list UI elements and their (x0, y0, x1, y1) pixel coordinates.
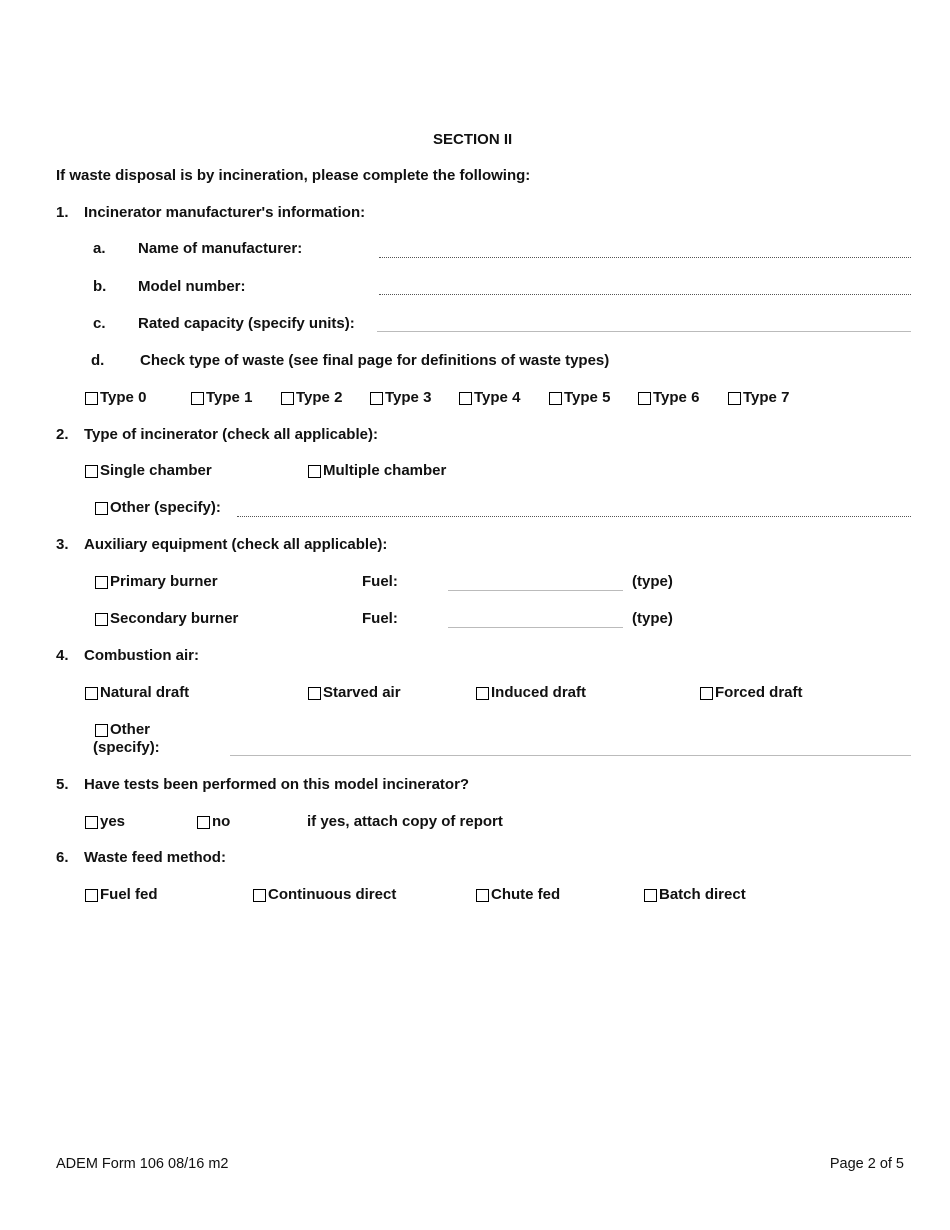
chute-fed-label: Chute fed (491, 886, 561, 903)
checkbox-type-5[interactable] (549, 389, 610, 407)
secondary-burner-label: Secondary burner (110, 610, 239, 627)
checkbox-icon[interactable] (85, 889, 98, 902)
checkbox-natural-draft[interactable] (85, 684, 189, 702)
checkbox-icon[interactable] (85, 687, 98, 700)
q1a-letter: a. (93, 240, 106, 257)
type-4-label: Type 4 (474, 389, 521, 406)
checkbox-type-4[interactable] (459, 389, 520, 407)
q5-number: 5. (56, 776, 69, 793)
checkbox-type-1[interactable] (191, 389, 252, 407)
checkbox-icon[interactable] (95, 502, 108, 515)
rated-capacity-label: Rated capacity (specify units): (138, 315, 355, 332)
checkbox-type-0[interactable] (85, 389, 146, 407)
checkbox-icon[interactable] (308, 465, 321, 478)
checkbox-icon[interactable] (700, 687, 713, 700)
continuous-direct-label: Continuous direct (268, 886, 397, 903)
q1d-letter: d. (91, 352, 105, 369)
checkbox-icon[interactable] (370, 392, 383, 405)
checkbox-icon[interactable] (95, 613, 108, 626)
induced-draft-label: Induced draft (491, 684, 587, 701)
q1-label: Incinerator manufacturer's information: (84, 204, 366, 221)
fuel-fed-label: Fuel fed (100, 886, 158, 903)
secondary-fuel-field[interactable] (448, 627, 623, 628)
q6-label: Waste feed method: (84, 849, 226, 866)
single-chamber-label: Single chamber (100, 462, 212, 479)
primary-fuel-label: Fuel: (362, 573, 398, 590)
secondary-type-label: (type) (632, 610, 673, 627)
q2-label: Type of incinerator (check all applicable): (84, 426, 378, 443)
checkbox-icon[interactable] (197, 816, 210, 829)
checkbox-icon[interactable] (728, 392, 741, 405)
checkbox-type-6[interactable] (638, 389, 699, 407)
multiple-chamber-label: Multiple chamber (323, 462, 447, 479)
q3-number: 3. (56, 536, 69, 553)
checkbox-secondary-burner[interactable] (95, 610, 238, 628)
type-1-label: Type 1 (206, 389, 253, 406)
yes-label: yes (100, 813, 126, 830)
checkbox-icon[interactable] (95, 724, 108, 737)
checkbox-icon[interactable] (644, 889, 657, 902)
checkbox-continuous-direct[interactable] (253, 886, 396, 904)
incinerator-other-label: Other (specify): (110, 499, 221, 516)
checkbox-icon[interactable] (459, 392, 472, 405)
checkbox-single-chamber[interactable] (85, 462, 212, 480)
q2-number: 2. (56, 426, 69, 443)
report-note: if yes, attach copy of report (307, 813, 503, 830)
checkbox-icon[interactable] (638, 392, 651, 405)
type-2-label: Type 2 (296, 389, 343, 406)
checkbox-icon[interactable] (95, 576, 108, 589)
checkbox-multiple-chamber[interactable] (308, 462, 446, 480)
type-6-label: Type 6 (653, 389, 700, 406)
q6-number: 6. (56, 849, 69, 866)
manufacturer-field[interactable] (379, 257, 911, 258)
checkbox-icon[interactable] (253, 889, 266, 902)
q1b-letter: b. (93, 278, 107, 295)
forced-draft-label: Forced draft (715, 684, 803, 701)
q5-label: Have tests been performed on this model incinerator? (84, 776, 470, 793)
type-0-label: Type 0 (100, 389, 147, 406)
primary-burner-label: Primary burner (110, 573, 218, 590)
secondary-fuel-label: Fuel: (362, 610, 398, 627)
air-other-field[interactable] (230, 755, 911, 756)
checkbox-icon[interactable] (85, 465, 98, 478)
checkbox-incinerator-other[interactable] (95, 499, 221, 517)
checkbox-type-2[interactable] (281, 389, 342, 407)
checkbox-icon[interactable] (308, 687, 321, 700)
checkbox-icon[interactable] (191, 392, 204, 405)
rated-capacity-field[interactable] (377, 331, 911, 332)
type-3-label: Type 3 (385, 389, 432, 406)
primary-type-label: (type) (632, 573, 673, 590)
checkbox-icon[interactable] (476, 687, 489, 700)
section-title: SECTION II (433, 131, 513, 148)
checkbox-icon[interactable] (85, 816, 98, 829)
checkbox-icon[interactable] (281, 392, 294, 405)
q1-number: 1. (56, 204, 69, 221)
checkbox-icon[interactable] (549, 392, 562, 405)
checkbox-chute-fed[interactable] (476, 886, 560, 904)
form-id: ADEM Form 106 08/16 m2 (56, 1156, 229, 1172)
primary-fuel-field[interactable] (448, 590, 623, 591)
page-number: Page 2 of 5 (829, 1156, 904, 1172)
intro-text: If waste disposal is by incineration, please complete the following: (56, 167, 531, 184)
checkbox-icon[interactable] (476, 889, 489, 902)
air-other-specify-label: (specify): (93, 739, 160, 756)
air-other-label: Other (110, 721, 151, 738)
waste-type-label: Check type of waste (see final page for definitions of waste types) (140, 352, 610, 369)
type-7-label: Type 7 (743, 389, 790, 406)
checkbox-fuel-fed[interactable] (85, 886, 158, 904)
checkbox-type-7[interactable] (728, 389, 789, 407)
q3-label: Auxiliary equipment (check all applicable): (84, 536, 388, 553)
checkbox-type-3[interactable] (370, 389, 431, 407)
natural-draft-label: Natural draft (100, 684, 190, 701)
checkbox-yes[interactable] (85, 813, 125, 831)
type-5-label: Type 5 (564, 389, 611, 406)
q4-number: 4. (56, 647, 69, 664)
checkbox-primary-burner[interactable] (95, 573, 218, 591)
no-label: no (212, 813, 231, 830)
model-number-field[interactable] (379, 294, 911, 295)
q1c-letter: c. (93, 315, 106, 332)
model-number-label: Model number: (138, 278, 246, 295)
checkbox-air-other[interactable] (95, 721, 150, 739)
checkbox-starved-air[interactable] (308, 684, 401, 702)
q4-label: Combustion air: (84, 647, 199, 664)
checkbox-induced-draft[interactable] (476, 684, 586, 702)
starved-air-label: Starved air (323, 684, 401, 701)
incinerator-other-field[interactable] (237, 516, 911, 517)
checkbox-icon[interactable] (85, 392, 98, 405)
batch-direct-label: Batch direct (659, 886, 746, 903)
checkbox-batch-direct[interactable] (644, 886, 746, 904)
checkbox-forced-draft[interactable] (700, 684, 803, 702)
checkbox-no[interactable] (197, 813, 230, 831)
manufacturer-label: Name of manufacturer: (138, 240, 303, 257)
